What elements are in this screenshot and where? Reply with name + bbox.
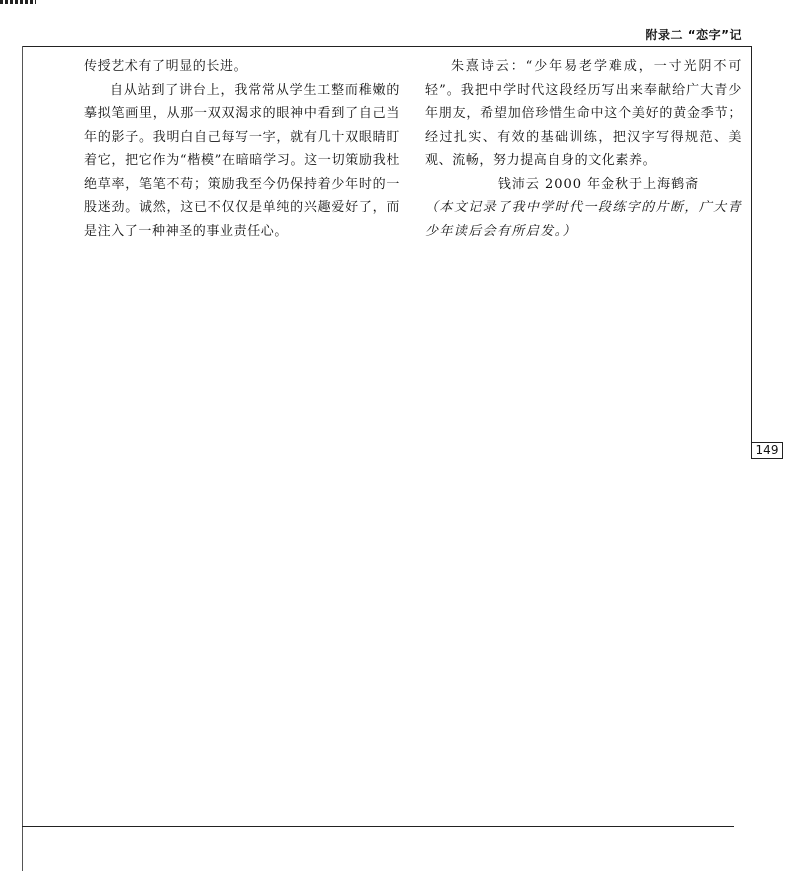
editor-note: （本文记录了我中学时代一段练字的片断，广大青少年读后会有所启发。） (425, 200, 742, 239)
footer-rule (22, 826, 734, 827)
paragraph-quote: 朱熹诗云：“少年易老学难成，一寸光阴不可轻”。我把中学时代这段经历写出来奉献给广大青少年朋友，希望加倍珍惜生命中这个美好的黄金季节；经过扎实、有效的基础训练，把汉字写得规范、美观、流畅，努力提高自身的文化素养。 (425, 59, 742, 168)
right-column (425, 55, 742, 243)
author-signature: 钱沛云 2000 年金秋于上海鹤斋 (497, 176, 700, 192)
paragraph-teaching: 自从站到了讲台上，我常常从学生工整而稚嫩的摹拟笔画里，从那一双双渴求的眼神中看到了自己当年的影子。我明白自己每写一字，就有几十双眼睛盯着它，把它作为“楷模”在暗暗学习。这一切策励我杜绝草率，笔笔不苟；策励我至今仍保持着少年时的一股迷劲。诚然，这已不仅仅是单纯的兴趣爱好了，而是注入了一种神圣的事业责任心。 (84, 82, 400, 239)
paragraph-continuation: 传授艺术有了明显的长进。 (84, 59, 248, 74)
left-page-edge (22, 46, 23, 871)
page-number: 149 (751, 442, 783, 459)
header-rule (22, 46, 752, 47)
running-header: 附录二 “恋字”记 (645, 28, 742, 42)
scan-corner-mark (0, 0, 36, 4)
right-page-edge (751, 46, 752, 446)
left-column (84, 55, 400, 243)
